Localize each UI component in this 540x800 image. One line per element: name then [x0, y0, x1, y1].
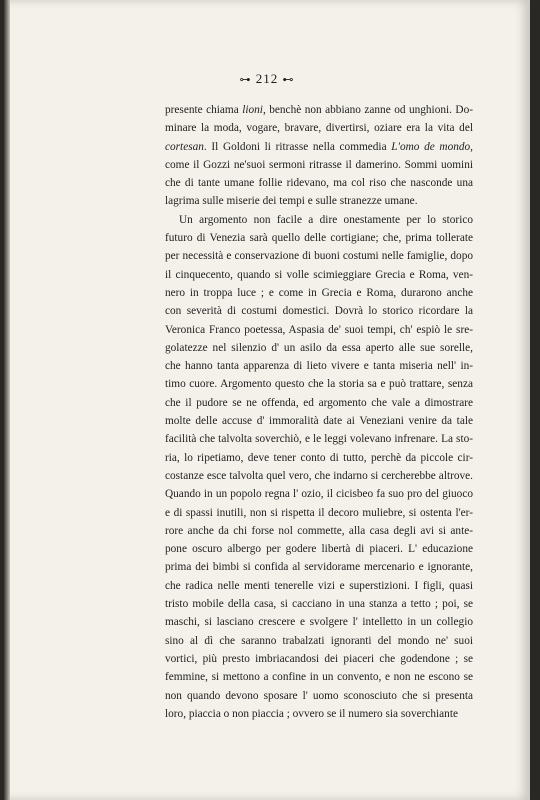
text-line [165, 705, 473, 723]
text-run: golatezze nel silenzio d' un asilo da essa aperto alle sue sorelle, [165, 341, 473, 354]
text-line [165, 394, 473, 412]
text-run: che radica nelle menti tenerelle vizi e superstizioni. I figli, quasi [165, 579, 473, 592]
text-run: , benchè non abbiano zanne od unghioni. Do- [262, 104, 474, 116]
text-line [165, 650, 473, 668]
text-run: facilità che talvolta soverchiò, e le leggi volevano infrenare. La sto- [165, 433, 473, 446]
text-run: timo cuore. Argomento questo che la storia sa e può trattare, senza [165, 378, 473, 391]
text-run: Un argomento non facile a dire onestamente per lo storico [179, 213, 473, 226]
ornament-left: ⊶ [239, 74, 252, 86]
text-run: minare la moda, vogare, bravare, divertirsi, oziare era la vita del [165, 122, 473, 135]
text-line [165, 247, 473, 265]
text-run: rore anche da chi forse nol commette, alla casa degli avi si ante- [165, 524, 473, 537]
text-line [165, 668, 473, 686]
text-run: maschi, si lasciano crescere e svolgere l' intelletto in un collegio [165, 616, 473, 629]
text-line [165, 595, 473, 613]
text-line [165, 613, 473, 631]
text-line [165, 266, 473, 284]
text-line [165, 504, 473, 522]
text-run: Veronica Franco poetessa, Aspasia de' suoi tempi, ch' espiò le sre- [165, 323, 473, 336]
body-text [165, 101, 473, 723]
text-run: che hanno tanta apparenza di lieto vivere e tanta miseria nell' in- [165, 360, 473, 373]
text-line [165, 430, 473, 448]
text-line [165, 302, 473, 320]
text-run: il cinquecento, quando si volle scimieggiare Grecia e Roma, ven- [165, 268, 473, 281]
text-line [165, 577, 473, 595]
text-line [165, 192, 473, 210]
text-line [165, 558, 473, 576]
text-line [165, 687, 473, 705]
text-run: prima dei bimbi si confida al servidorame mercenario e ignorante, [165, 561, 473, 574]
text-run: costanze esce talvolta quel vero, che indarno si cercherebbe altrove. [165, 469, 473, 482]
page-number: 212 [255, 71, 279, 86]
text-run: non quando devono sposare l' uomo sconosciuto che si presenta [165, 689, 473, 702]
text-run: e di spassi inutili, non si rispetta il decoro muliebre, si ostenta l'er- [165, 506, 473, 519]
text-line [165, 174, 473, 192]
text-run: femmine, si mettono a confine in un convento, e non ne escono se [165, 671, 473, 684]
text-line [165, 101, 473, 119]
scan-edge-shadow [4, 0, 10, 800]
text-run: con severità di costumi domestici. Dovrà lo storico ricordare la [165, 305, 473, 318]
text-run: sino al dì che saranno trabalzati ignoranti del mondo ne' suoi [165, 634, 473, 647]
text-run: per necessità e conservazione di buoni costumi nelle famiglie, dopo [165, 250, 473, 263]
text-line [165, 357, 473, 375]
page-header [4, 71, 530, 87]
italic-text: cortesan [165, 140, 204, 153]
text-line [165, 467, 473, 485]
text-line [165, 339, 473, 357]
text-run: pone oscuro albergo per godere libertà di piaceri. L' educazione [165, 543, 473, 556]
text-line [165, 540, 473, 558]
text-line [165, 119, 473, 137]
text-run: nero in troppa luce ; e come in Grecia e Roma, durarono anche [165, 286, 473, 299]
text-line [165, 412, 473, 430]
text-run: futuro di Venezia sarà quello delle cortigiane; che, prima tollerate [165, 232, 473, 245]
text-run: che di tante umane follie ridevano, ma col riso che nasconde una [165, 177, 473, 190]
text-run: presente chiama [165, 104, 243, 116]
text-line [165, 284, 473, 302]
text-line [165, 229, 473, 247]
text-run: . Il Goldoni li ritrasse nella commedia [203, 140, 392, 153]
text-line [165, 632, 473, 650]
italic-text: L'omo de mondo, [391, 140, 473, 153]
text-line [165, 321, 473, 339]
text-run: tristo mobile della casa, si cacciano in una stanza a tetto ; poi, se [165, 598, 473, 611]
text-line [165, 375, 473, 393]
text-line [165, 211, 473, 229]
italic-text: lioni [242, 104, 263, 116]
text-run: ria, lo ripetiamo, deve tener conto di tutto, perchè da piccole cir- [165, 451, 473, 464]
text-run: come il Gozzi ne'suoi sermoni ritrasse il damerino. Sommi uomini [165, 158, 473, 171]
text-line [165, 522, 473, 540]
ornament-right: ⊷ [282, 74, 295, 86]
text-run: Quando in un popolo regna l' ozio, il cicisbeo fa suo pro del giuoco [165, 488, 473, 501]
text-line [165, 156, 473, 174]
book-page [4, 0, 530, 800]
text-run: vortici, più presto imbriacandosi dei piaceri che godendone ; se [165, 652, 473, 665]
text-line [165, 485, 473, 503]
text-line [165, 449, 473, 467]
text-run: loro, piaccia o non piaccia ; ovvero se il numero sia soverchiante [165, 707, 458, 720]
text-run: che il pudore se ne offenda, ed argomento che vale a dimostrare [165, 396, 473, 409]
text-run: molte delle accuse d' immoralità date ai Veneziani venire da tale [165, 415, 473, 428]
text-line [165, 138, 473, 156]
text-run: lagrima sulle miserie dei tempi e sulle stranezze umane. [165, 195, 418, 208]
